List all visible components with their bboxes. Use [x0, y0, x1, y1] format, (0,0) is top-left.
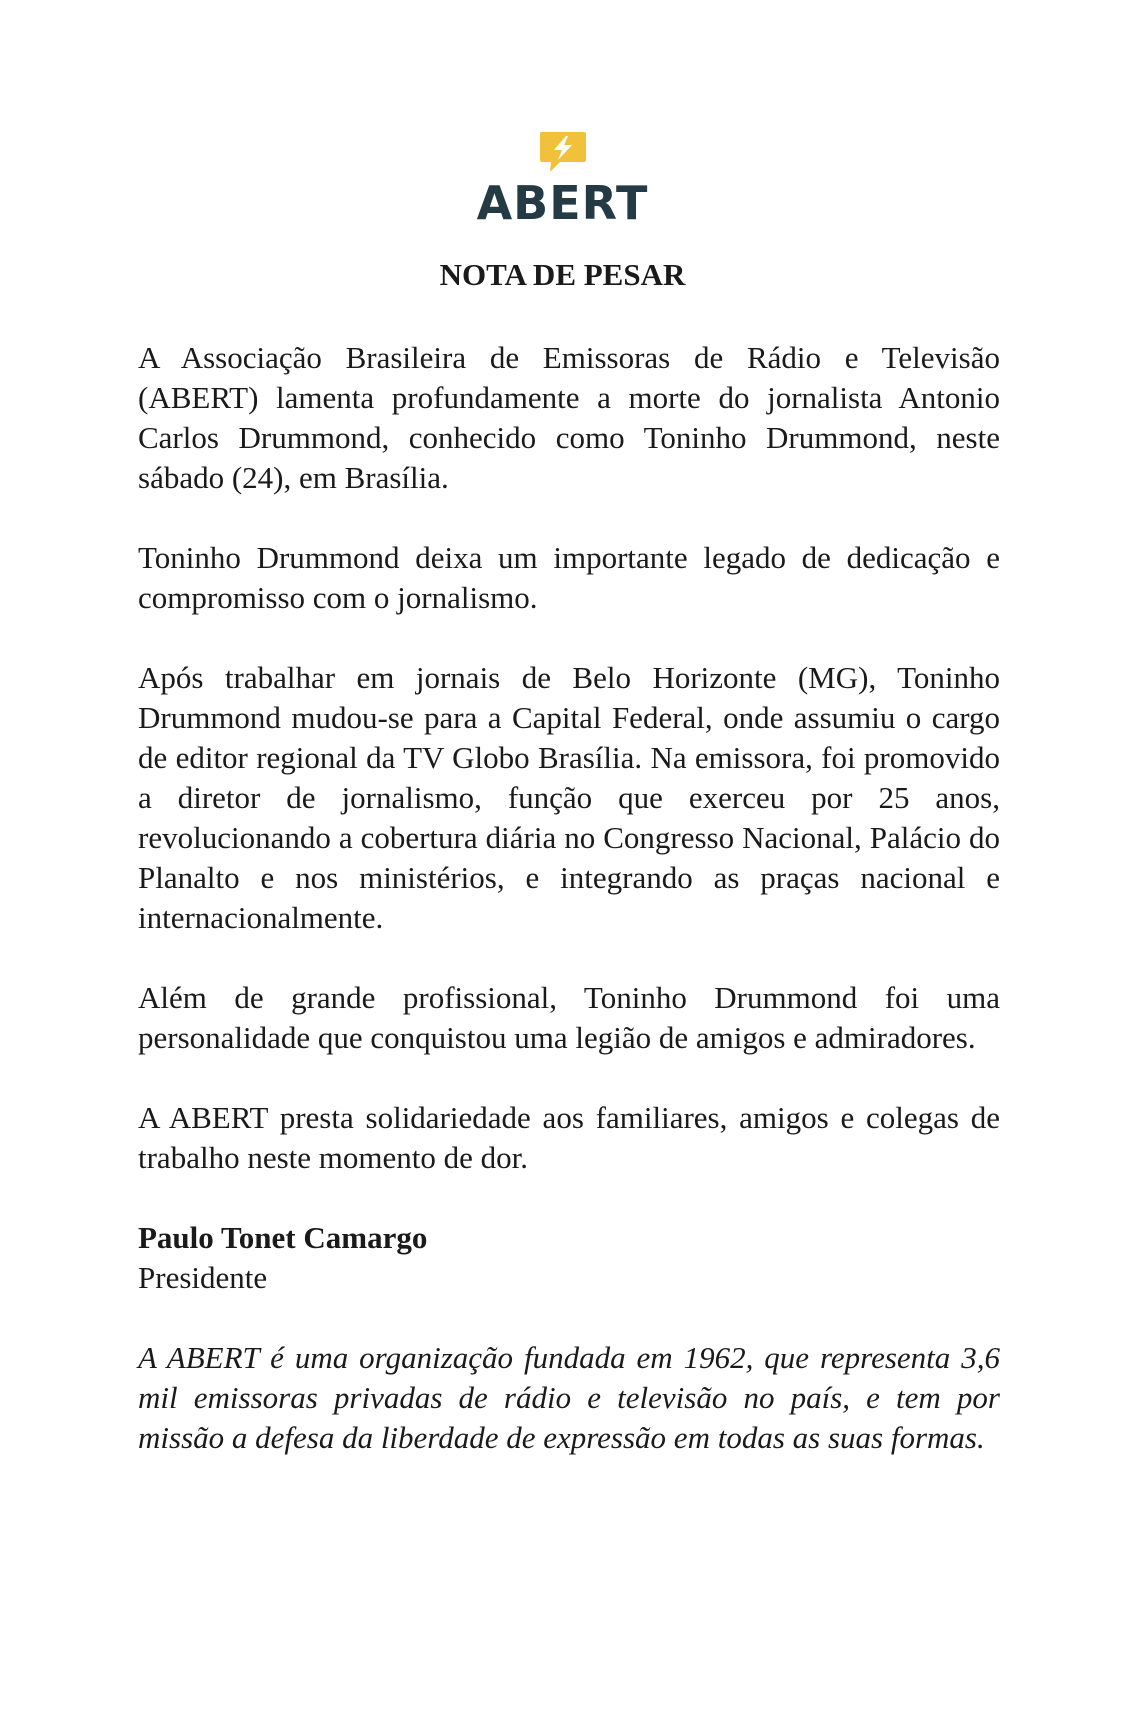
signature-name: Paulo Tonet Camargo	[138, 1220, 428, 1255]
abert-logo	[0, 130, 1125, 228]
signature-role: Presidente	[138, 1260, 268, 1295]
paragraph-legacy: Toninho Drummond deixa um importante legado de dedicação e compromisso com o jornalismo.	[138, 540, 1000, 615]
note-body	[138, 338, 1000, 1498]
paragraph-personality: Além de grande profissional, Toninho Drummond foi uma personalidade que conquistou uma legião de amigos e admiradores.	[138, 980, 1000, 1055]
footnote: A ABERT é uma organização fundada em 1962, que representa 3,6 mil emissoras privadas de rádio e televisão no país, e tem por missão a defesa da liberdade de expressão em todas as suas formas.	[138, 1340, 1000, 1455]
paragraph-solidarity: A ABERT presta solidariedade aos familiares, amigos e colegas de trabalho neste momento de dor.	[138, 1100, 1000, 1175]
paragraph-intro: A Associação Brasileira de Emissoras de Rádio e Televisão (ABERT) lamenta profundamente a morte do jornalista Antonio Carlos Drummond, conhecido como Toninho Drummond, neste sábado (24), em Brasília.	[138, 340, 1000, 495]
logo-wordmark: ABERT	[476, 176, 649, 230]
paragraph-career: Após trabalhar em jornais de Belo Horizonte (MG), Toninho Drummond mudou-se para a Capital Federal, onde assumiu o cargo de editor regional da TV Globo Brasília. Na emissora, foi promovido a diretor de jornalismo, função que exerceu por 25 anos, revolucionando a cobertura diária no Congresso Nacional, Palácio do Planalto e nos ministérios, e integrando as praças nacional e internacionalmente.	[138, 660, 1000, 935]
signature-block	[138, 1218, 1000, 1298]
lightning-speech-bubble-icon	[538, 130, 588, 176]
page-title: NOTA DE PESAR	[439, 257, 686, 292]
